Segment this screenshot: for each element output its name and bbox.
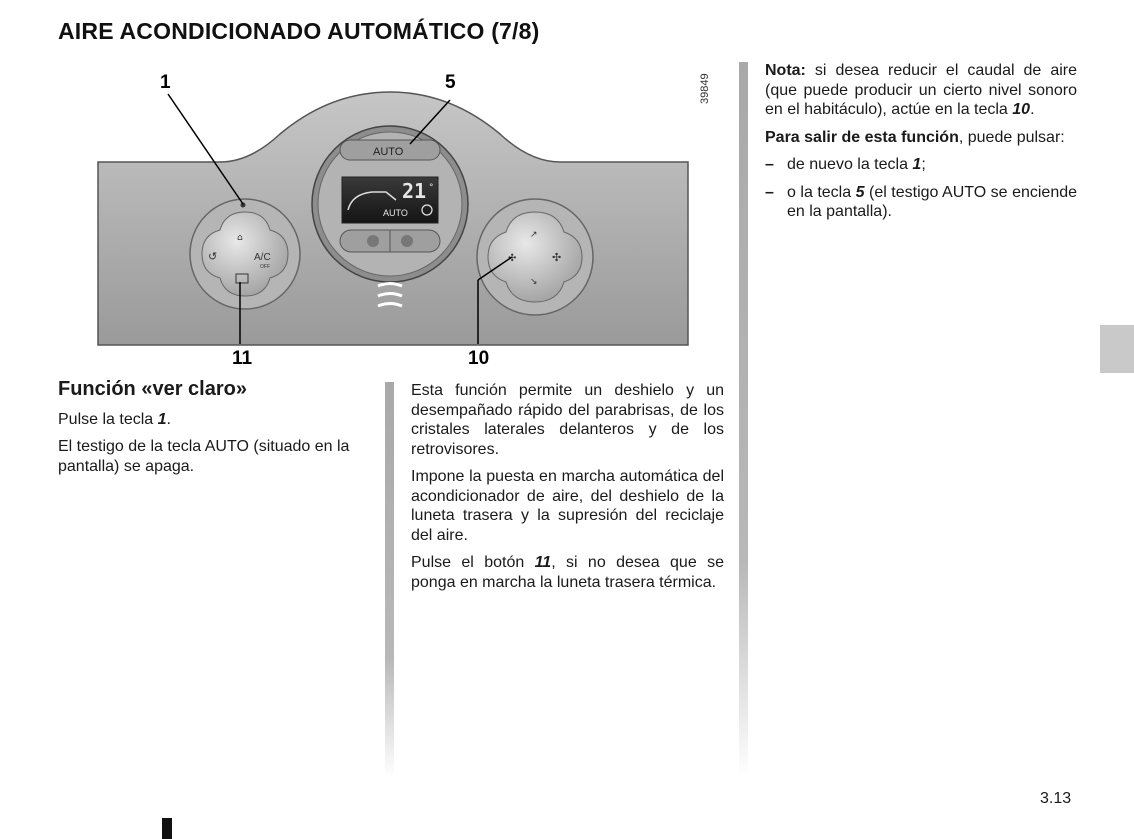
- list-item: – o la tecla 5 (el testigo AUTO se enciende en la pantalla).: [765, 183, 1078, 220]
- callout-10: 10: [468, 348, 490, 369]
- callout-5: 5: [445, 72, 456, 93]
- list-item: – de nuevo la tecla 1;: [765, 156, 926, 173]
- middle-paragraph-1: Esta función permite un deshielo y un desempañado rápido del parabrisas, de los cristales laterales delanteros y de los retrovisores.: [411, 382, 724, 458]
- middle-column: [411, 381, 724, 600]
- middle-paragraph-2: Impone la puesta en marcha automática del acondicionador de aire, del deshielo de la luneta trasera y la supresión del reciclaje del aire.: [411, 468, 724, 544]
- column-divider-right: [739, 62, 748, 777]
- left-paragraph-2: El testigo de la tecla AUTO (situado en la pantalla) se apaga.: [58, 438, 350, 475]
- defrost-icon: ⌂: [237, 233, 243, 243]
- nota-paragraph: Nota: si desea reducir el caudal de aire (que puede producir un cierto nivel sonoro en el habitáculo), actúe en la tecla 10.: [765, 62, 1077, 118]
- lower-button-right: [401, 235, 413, 247]
- ac-label: A/C: [254, 252, 271, 263]
- fan-small-icon: ✣: [508, 253, 517, 264]
- left-paragraph-1: Pulse la tecla 1.: [58, 410, 171, 428]
- section-tab: [1100, 325, 1134, 373]
- page-number: 3.13: [1040, 790, 1072, 807]
- lower-button-left: [367, 235, 379, 247]
- callout-1: 1: [160, 72, 171, 93]
- airflow-down-icon: ↘: [530, 277, 538, 287]
- climate-panel-figure: [90, 62, 730, 372]
- climate-panel-illustration: [90, 62, 730, 372]
- exit-options-list: [765, 155, 1077, 222]
- page-title: AIRE ACONDICIONADO AUTOMÁTICO (7/8): [58, 18, 540, 44]
- fan-large-icon: ✣: [552, 251, 562, 264]
- display-auto: AUTO: [383, 208, 408, 218]
- display-degree: °: [429, 183, 434, 193]
- callout-11: 11: [232, 348, 253, 369]
- print-mark: [162, 818, 172, 839]
- airflow-up-icon: ↗: [530, 230, 538, 240]
- middle-paragraph-3: Pulse el botón 11, si no desea que se ponga en marcha la luneta trasera térmica.: [411, 554, 724, 591]
- recirc-icon: ↺: [208, 250, 218, 263]
- right-column: [765, 61, 1077, 230]
- section-heading: Función «ver claro»: [58, 378, 247, 400]
- ac-off-label: OFF: [260, 264, 270, 270]
- display-temperature: 21: [402, 179, 427, 203]
- auto-button-label: AUTO: [373, 146, 404, 158]
- figure-code: 39849: [699, 73, 711, 104]
- exit-paragraph: Para salir de esta función, puede pulsar:: [765, 128, 1065, 146]
- left-column: [58, 380, 370, 484]
- column-divider-left: [385, 382, 394, 777]
